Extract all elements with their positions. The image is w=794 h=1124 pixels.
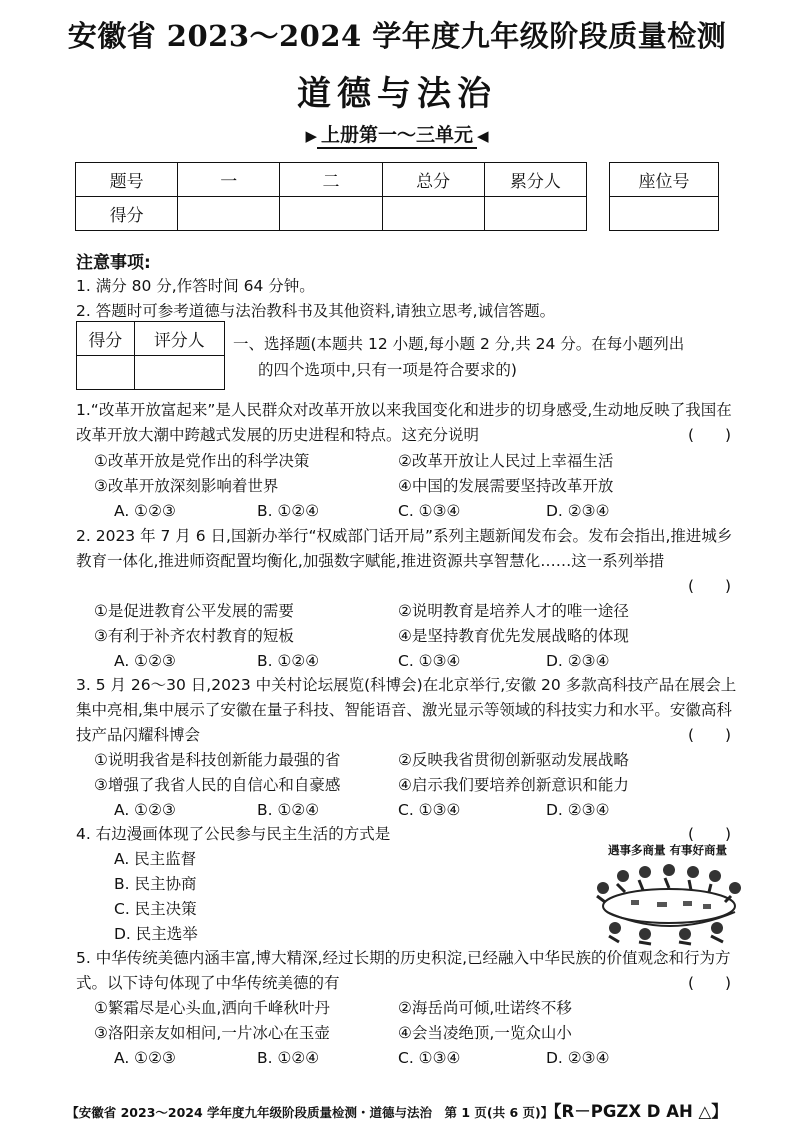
notes-title: 注意事项:: [76, 253, 151, 273]
seat-table: [609, 162, 719, 231]
triangle-right-icon: ▶: [305, 127, 317, 145]
statement-item: ①改革开放是党作出的科学决策: [94, 452, 310, 470]
statement-item: ④启示我们要培养创新意识和能力: [398, 776, 629, 794]
statement-item: ③改革开放深刻影响着世界: [94, 477, 279, 495]
statement-item: ④中国的发展需要坚持改革开放: [398, 477, 614, 495]
unit-range: [0, 120, 794, 149]
grader-score-label: 得分: [77, 322, 135, 356]
answer-bracket[interactable]: ( ): [688, 577, 732, 595]
statement-item: ①繁霜尽是心头血,洒向千峰秋叶丹: [94, 999, 330, 1017]
score-row-label: 得分: [76, 197, 178, 231]
choice-option[interactable]: C. ①③④: [398, 801, 461, 819]
statement-item: ③增强了我省人民的自信心和自豪感: [94, 776, 341, 794]
answer-bracket[interactable]: ( ): [688, 726, 732, 744]
footer-text: 【安徽省 2023～2024 学年度九年级阶段质量检测・道德与法治 第 1 页(共 6 页)】: [66, 1105, 554, 1120]
answer-bracket[interactable]: ( ): [688, 825, 732, 843]
section-heading: [233, 331, 733, 383]
score-header-cell: 题号: [76, 163, 178, 197]
question-stem: 5. 中华传统美德内涵丰富,博大精深,经过长期的历史积淀,已经融入中华民族的价值观念和行为方式。以下诗句体现了中华传统美德的有: [76, 949, 731, 992]
statement-item: ①说明我省是科技创新能力最强的省: [94, 751, 341, 769]
grader-name-cell[interactable]: [134, 356, 224, 390]
score-cell[interactable]: [280, 197, 382, 231]
question-stem: 3. 5 月 26～30 日,2023 中关村论坛展览(科博会)在北京举行,安徽 20 多款高科技产品在展会上集中亮相,集中展示了安徽在量子科技、智能语音、激光显示等领域的科技实力和水平。安徽高科技产品闪耀科博会: [76, 676, 737, 744]
statement-item: ②说明教育是培养人才的唯一途径: [398, 602, 629, 620]
question-stem: 4. 右边漫画体现了公民参与民主生活的方式是: [76, 825, 391, 843]
section-heading-line: 一、选择题(本题共 12 小题,每小题 2 分,共 24 分。在每小题列出: [233, 335, 685, 353]
statement-item: ①是促进教育公平发展的需要: [94, 602, 294, 620]
cartoon-image: [585, 842, 750, 946]
choice-option[interactable]: A. ①②③: [114, 801, 176, 819]
paper-code: 【R－PGZX D AH △】: [553, 1102, 728, 1121]
grader-score-cell[interactable]: [77, 356, 135, 390]
choice-option[interactable]: D. ②③④: [546, 801, 610, 819]
page-footer: [0, 1098, 794, 1122]
seat-label: 座位号: [610, 163, 719, 197]
statement-item: ②海岳尚可倾,吐诺终不移: [398, 999, 572, 1017]
choice-option[interactable]: B. ①②④: [257, 502, 320, 520]
statement-item: ③有利于补齐农村教育的短板: [94, 627, 294, 645]
choice-option[interactable]: C. ①③④: [398, 652, 461, 670]
choice-option[interactable]: B. ①②④: [257, 652, 320, 670]
statement-item: ④会当凌绝顶,一览众山小: [398, 1024, 572, 1042]
choice-option[interactable]: A. ①②③: [114, 502, 176, 520]
exam-title: 安徽省 2023～2024 学年度九年级阶段质量检测: [67, 19, 727, 53]
choice-option[interactable]: B. ①②④: [257, 1049, 320, 1067]
score-cell[interactable]: [484, 197, 586, 231]
choice-option[interactable]: D. ②③④: [546, 502, 610, 520]
choice-option[interactable]: C. 民主决策: [114, 900, 197, 918]
cartoon-caption: 遇事多商量 有事好商量: [607, 843, 727, 857]
choice-option[interactable]: A. ①②③: [114, 652, 176, 670]
choice-option[interactable]: D. 民主选举: [114, 925, 198, 943]
section-heading-line: 的四个选项中,只有一项是符合要求的): [258, 361, 517, 379]
note-item: 1. 满分 80 分,作答时间 64 分钟。: [76, 277, 315, 295]
question-stem: 1.“改革开放富起来”是人民群众对改革开放以来我国变化和进步的切身感受,生动地反映了我国在改革开放大潮中跨越式发展的历史进程和特点。这充分说明: [76, 401, 732, 444]
triangle-left-icon: ◀: [477, 127, 489, 145]
meeting-table-illustration: [585, 858, 750, 946]
choice-option[interactable]: A. ①②③: [114, 1049, 176, 1067]
statement-item: ③洛阳亲友如相问,一片冰心在玉壶: [94, 1024, 330, 1042]
choice-option[interactable]: C. ①③④: [398, 1049, 461, 1067]
score-header-cell: 二: [280, 163, 382, 197]
seat-cell[interactable]: [610, 197, 719, 231]
note-item: 2. 答题时可参考道德与法治教科书及其他资料,请独立思考,诚信答题。: [76, 302, 556, 320]
unit-range-text: 上册第一～三单元: [317, 120, 477, 149]
score-cell[interactable]: [382, 197, 484, 231]
score-header-cell: 累分人: [484, 163, 586, 197]
answer-bracket[interactable]: ( ): [688, 974, 732, 992]
score-header-cell: 总分: [382, 163, 484, 197]
statement-item: ②反映我省贯彻创新驱动发展战略: [398, 751, 629, 769]
statement-item: ②改革开放让人民过上幸福生活: [398, 452, 614, 470]
choice-option[interactable]: D. ②③④: [546, 1049, 610, 1067]
score-cell[interactable]: [178, 197, 280, 231]
grader-name-label: 评分人: [134, 322, 224, 356]
question-stem: 2. 2023 年 7 月 6 日,国新办举行“权威部门话开局”系列主题新闻发布会。发布会指出,推进城乡教育一体化,推进师资配置均衡化,加强数字赋能,推进资源共享智慧化……这一系列举措: [76, 527, 733, 570]
choice-option[interactable]: D. ②③④: [546, 652, 610, 670]
choice-option[interactable]: C. ①③④: [398, 502, 461, 520]
choice-option[interactable]: B. 民主协商: [114, 875, 197, 893]
statement-item: ④是坚持教育优先发展战略的体现: [398, 627, 629, 645]
subject-title: 道德与法治: [297, 74, 497, 114]
grader-table: [76, 321, 225, 390]
choice-option[interactable]: B. ①②④: [257, 801, 320, 819]
score-table: [75, 162, 587, 231]
choice-option[interactable]: A. 民主监督: [114, 850, 197, 868]
score-header-cell: 一: [178, 163, 280, 197]
answer-bracket[interactable]: ( ): [688, 426, 732, 444]
